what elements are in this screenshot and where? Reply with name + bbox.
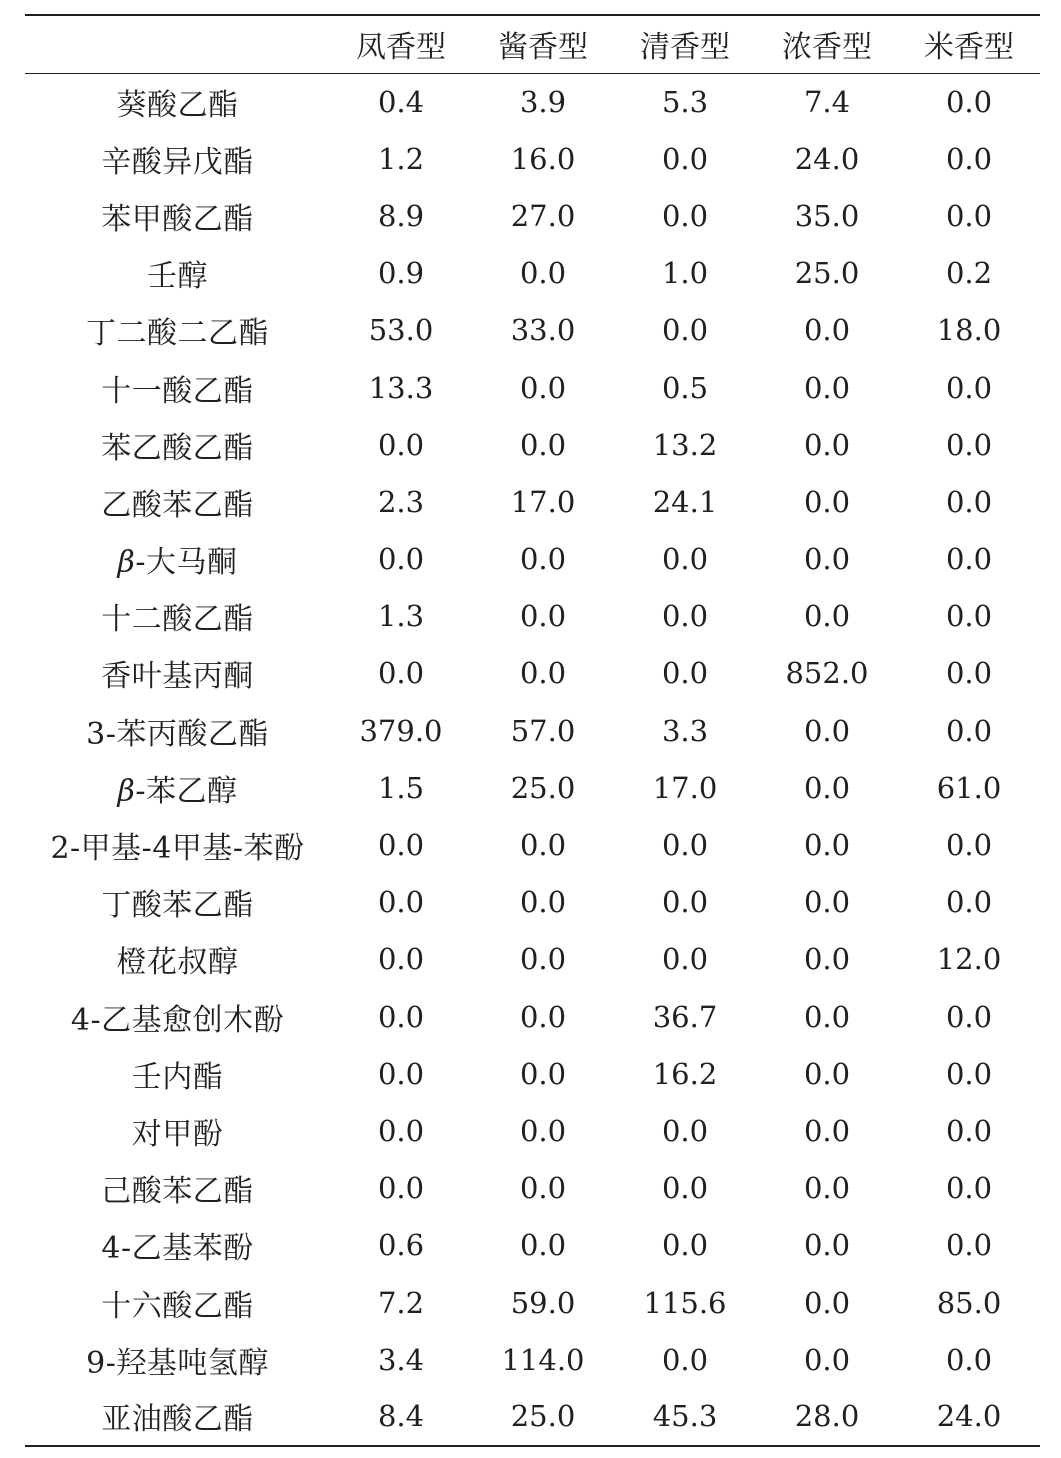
- value-cell: 379.0: [359, 713, 443, 748]
- value-cell: 0.0: [377, 999, 425, 1034]
- value-cell: 13.3: [368, 370, 434, 405]
- value-cell: 0.0: [945, 1056, 993, 1091]
- compound-name-cell: β-大马酮: [117, 545, 238, 581]
- value-cell: 25.0: [794, 256, 860, 291]
- value-cell: 2.3: [377, 484, 425, 519]
- value-cell: 13.2: [652, 427, 718, 462]
- compound-name-cell: 乙酸苯乙酯: [101, 487, 254, 523]
- value-cell: 0.0: [803, 484, 851, 519]
- table-row: [25, 245, 1040, 302]
- value-cell: 7.4: [803, 84, 851, 119]
- value-cell: 0.0: [945, 198, 993, 233]
- header-cell-feng: 凤香型: [356, 30, 446, 66]
- value-cell: 0.0: [803, 885, 851, 920]
- value-cell: 0.0: [377, 885, 425, 920]
- beta-symbol: β: [117, 545, 136, 581]
- value-cell: 0.0: [803, 1171, 851, 1206]
- value-cell: 0.0: [803, 370, 851, 405]
- value-cell: 27.0: [510, 198, 576, 233]
- value-cell: 0.0: [945, 999, 993, 1034]
- table-row: [25, 1160, 1040, 1217]
- compound-name-cell: β-苯乙醇: [117, 773, 238, 809]
- value-cell: 0.0: [661, 1228, 709, 1263]
- value-cell: 0.0: [803, 1056, 851, 1091]
- value-cell: 0.0: [803, 427, 851, 462]
- value-cell: 1.5: [377, 770, 425, 805]
- value-cell: 0.0: [519, 1228, 567, 1263]
- value-cell: 0.9: [377, 256, 425, 291]
- value-cell: 0.0: [519, 942, 567, 977]
- aroma-compound-table: [25, 14, 1040, 1447]
- table-row: [25, 1331, 1040, 1388]
- value-cell: 0.0: [803, 542, 851, 577]
- header-cell-mi: 米香型: [924, 30, 1014, 66]
- compound-name-cell: 十二酸乙酯: [101, 602, 254, 638]
- value-cell: 25.0: [510, 1399, 576, 1434]
- value-cell: 3.9: [519, 84, 567, 119]
- compound-name-cell: 葵酸乙酯: [116, 87, 239, 123]
- value-cell: 0.0: [377, 1171, 425, 1206]
- value-cell: 0.0: [945, 484, 993, 519]
- value-cell: 1.3: [377, 599, 425, 634]
- value-cell: 0.0: [377, 942, 425, 977]
- value-cell: 0.0: [377, 1056, 425, 1091]
- value-cell: 0.0: [661, 885, 709, 920]
- table-row: [25, 702, 1040, 759]
- value-cell: 25.0: [510, 770, 576, 805]
- header-cell-compound: [25, 15, 330, 73]
- value-cell: 0.0: [803, 1342, 851, 1377]
- value-cell: 59.0: [510, 1285, 576, 1320]
- value-cell: 0.0: [945, 427, 993, 462]
- value-cell: 17.0: [510, 484, 576, 519]
- compound-name-cell: 丁二酸二乙酯: [86, 316, 269, 352]
- value-cell: 28.0: [794, 1399, 860, 1434]
- compound-name-cell: 十一酸乙酯: [101, 373, 254, 409]
- value-cell: 0.0: [661, 1113, 709, 1148]
- value-cell: 0.0: [519, 885, 567, 920]
- value-cell: 0.0: [519, 370, 567, 405]
- value-cell: 0.0: [945, 1342, 993, 1377]
- table-body: [25, 73, 1040, 1446]
- value-cell: 0.0: [661, 313, 709, 348]
- table-row: [25, 302, 1040, 359]
- beta-symbol: β: [117, 773, 136, 809]
- value-cell: 0.0: [945, 1113, 993, 1148]
- value-cell: 8.9: [377, 198, 425, 233]
- value-cell: 0.0: [377, 542, 425, 577]
- compound-name-cell: 苯乙酸乙酯: [101, 430, 254, 466]
- value-cell: 24.0: [936, 1399, 1002, 1434]
- value-cell: 16.0: [510, 141, 576, 176]
- table-row: [25, 473, 1040, 530]
- compound-name-cell: 己酸苯乙酯: [101, 1174, 254, 1210]
- value-cell: 0.0: [519, 656, 567, 691]
- value-cell: 0.0: [377, 1113, 425, 1148]
- value-cell: 8.4: [377, 1399, 425, 1434]
- table-row: [25, 1274, 1040, 1331]
- value-cell: 0.0: [661, 828, 709, 863]
- value-cell: 0.2: [945, 256, 993, 291]
- value-cell: 0.0: [945, 656, 993, 691]
- header-cell-nong: 浓香型: [782, 30, 872, 66]
- compound-name-cell: 对甲酚: [131, 1116, 224, 1152]
- value-cell: 0.0: [945, 885, 993, 920]
- value-cell: 114.0: [501, 1342, 585, 1377]
- value-cell: 0.0: [945, 370, 993, 405]
- value-cell: 33.0: [510, 313, 576, 348]
- value-cell: 0.0: [803, 999, 851, 1034]
- table-row: [25, 759, 1040, 816]
- header-row: [25, 15, 1040, 73]
- value-cell: 0.0: [519, 256, 567, 291]
- table-row: [25, 588, 1040, 645]
- header-cell-qing: 清香型: [640, 30, 730, 66]
- table-row: [25, 931, 1040, 988]
- compound-name-cell: 辛酸异戊酯: [101, 144, 254, 180]
- compound-name-cell: 2-甲基-4甲基-苯酚: [50, 831, 305, 867]
- table-row: [25, 531, 1040, 588]
- table-row: [25, 1217, 1040, 1274]
- value-cell: 0.0: [377, 427, 425, 462]
- value-cell: 0.0: [803, 1228, 851, 1263]
- value-cell: 1.0: [661, 256, 709, 291]
- compound-name-cell: 4-乙基愈创木酚: [70, 1002, 285, 1038]
- value-cell: 18.0: [936, 313, 1002, 348]
- value-cell: 61.0: [936, 770, 1002, 805]
- compound-name-cell: 9-羟基吨氢醇: [86, 1345, 269, 1381]
- value-cell: 0.0: [803, 828, 851, 863]
- compound-name-cell: 3-苯丙酸乙酯: [86, 716, 269, 752]
- value-cell: 0.0: [945, 141, 993, 176]
- value-cell: 0.0: [803, 713, 851, 748]
- value-cell: 852.0: [785, 656, 869, 691]
- value-cell: 0.0: [661, 198, 709, 233]
- compound-name-cell: 苯甲酸乙酯: [101, 201, 254, 237]
- value-cell: 0.0: [519, 599, 567, 634]
- value-cell: 0.0: [377, 828, 425, 863]
- value-cell: 53.0: [368, 313, 434, 348]
- value-cell: 0.0: [661, 1342, 709, 1377]
- value-cell: 5.3: [661, 84, 709, 119]
- value-cell: 0.0: [661, 656, 709, 691]
- value-cell: 3.4: [377, 1342, 425, 1377]
- value-cell: 24.0: [794, 141, 860, 176]
- data-table-container: [25, 14, 1040, 1447]
- value-cell: 0.0: [661, 1171, 709, 1206]
- compound-name-cell: 十六酸乙酯: [101, 1288, 254, 1324]
- value-cell: 16.2: [652, 1056, 718, 1091]
- table-row: [25, 1102, 1040, 1159]
- value-cell: 57.0: [510, 713, 576, 748]
- value-cell: 12.0: [936, 942, 1002, 977]
- compound-name-cell: 壬内酯: [131, 1059, 224, 1095]
- value-cell: 0.0: [945, 1171, 993, 1206]
- table-row: [25, 1045, 1040, 1102]
- value-cell: 7.2: [377, 1285, 425, 1320]
- value-cell: 0.0: [661, 599, 709, 634]
- compound-name-cell: 4-乙基苯酚: [101, 1231, 254, 1267]
- value-cell: 36.7: [652, 999, 718, 1034]
- value-cell: 0.0: [377, 656, 425, 691]
- table-row: [25, 874, 1040, 931]
- value-cell: 3.3: [661, 713, 709, 748]
- value-cell: 0.0: [803, 1113, 851, 1148]
- value-cell: 0.0: [661, 542, 709, 577]
- table-row: [25, 359, 1040, 416]
- value-cell: 0.0: [519, 1113, 567, 1148]
- value-cell: 0.0: [945, 84, 993, 119]
- value-cell: 0.0: [661, 141, 709, 176]
- table-row: [25, 416, 1040, 473]
- value-cell: 0.0: [519, 1171, 567, 1206]
- table-header: [25, 15, 1040, 73]
- table-row: [25, 1388, 1040, 1445]
- value-cell: 0.0: [519, 427, 567, 462]
- value-cell: 0.0: [803, 942, 851, 977]
- compound-name-cell: 橙花叔醇: [116, 945, 239, 981]
- value-cell: 0.0: [519, 828, 567, 863]
- compound-name-cell: 丁酸苯乙酯: [101, 888, 254, 924]
- table-row: [25, 988, 1040, 1045]
- value-cell: 24.1: [652, 484, 718, 519]
- value-cell: 0.0: [803, 313, 851, 348]
- value-cell: 0.0: [803, 599, 851, 634]
- value-cell: 0.0: [519, 542, 567, 577]
- value-cell: 45.3: [652, 1399, 718, 1434]
- value-cell: 0.5: [661, 370, 709, 405]
- value-cell: 0.0: [945, 542, 993, 577]
- value-cell: 17.0: [652, 770, 718, 805]
- value-cell: 0.6: [377, 1228, 425, 1263]
- value-cell: 0.0: [945, 713, 993, 748]
- table-row: [25, 187, 1040, 244]
- value-cell: 0.0: [945, 828, 993, 863]
- value-cell: 0.0: [803, 1285, 851, 1320]
- value-cell: 0.0: [519, 999, 567, 1034]
- compound-name-cell: 壬醇: [147, 259, 208, 295]
- value-cell: 0.0: [661, 942, 709, 977]
- value-cell: 115.6: [643, 1285, 727, 1320]
- table-row: [25, 816, 1040, 873]
- value-cell: 35.0: [794, 198, 860, 233]
- value-cell: 0.0: [519, 1056, 567, 1091]
- table-row: [25, 645, 1040, 702]
- compound-name-cell: 香叶基丙酮: [101, 659, 254, 695]
- value-cell: 0.0: [945, 599, 993, 634]
- value-cell: 0.4: [377, 84, 425, 119]
- table-row: [25, 130, 1040, 187]
- table-row: [25, 73, 1040, 130]
- value-cell: 0.0: [945, 1228, 993, 1263]
- value-cell: 1.2: [377, 141, 425, 176]
- value-cell: 0.0: [803, 770, 851, 805]
- value-cell: 85.0: [936, 1285, 1002, 1320]
- compound-name-cell: 亚油酸乙酯: [101, 1402, 254, 1438]
- header-cell-jiang: 酱香型: [498, 30, 588, 66]
